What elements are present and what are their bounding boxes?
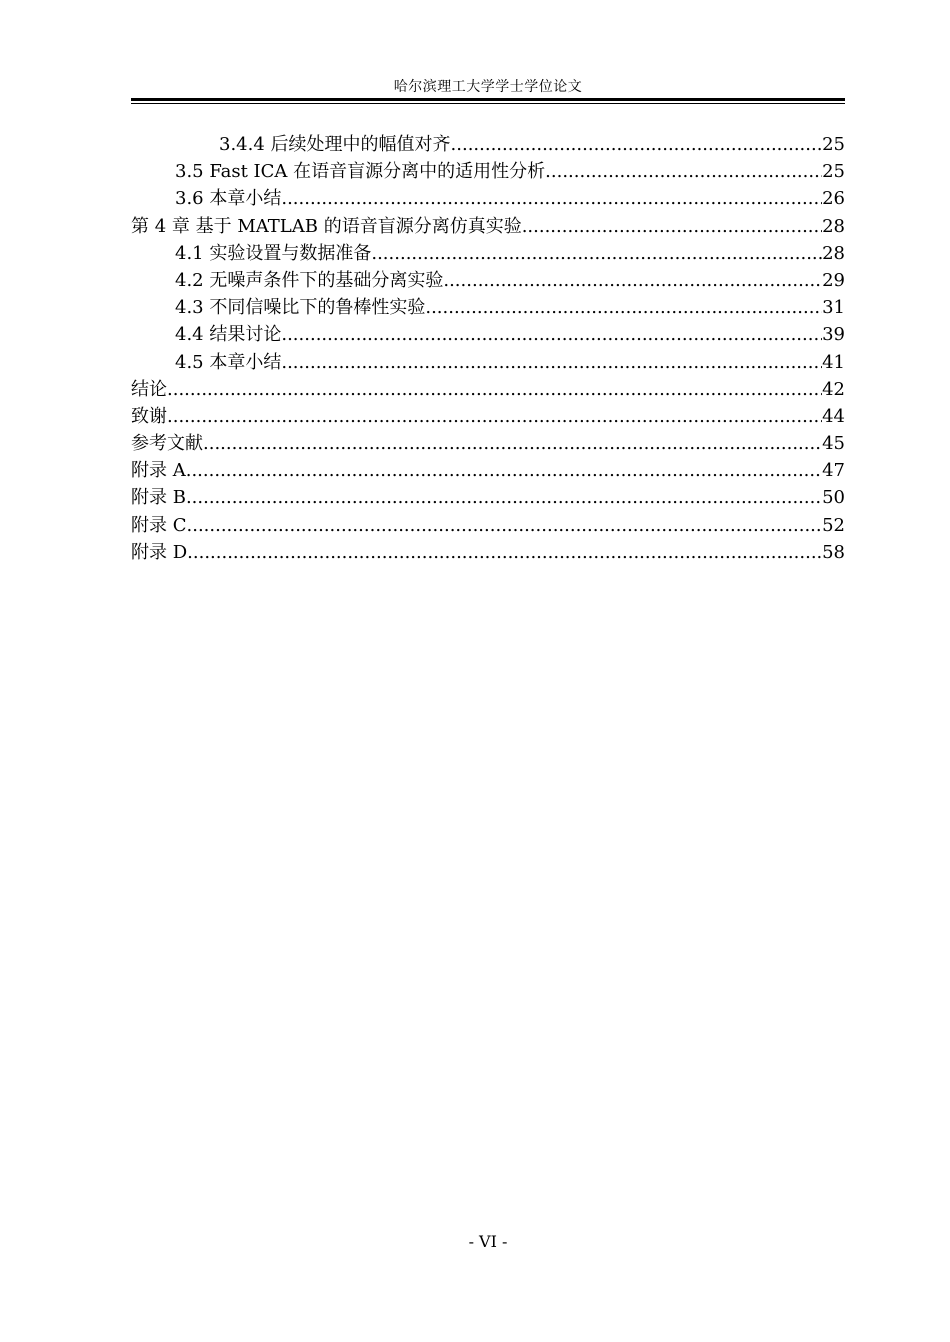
toc-dot-leader xyxy=(186,457,822,484)
toc-entry[interactable] xyxy=(131,321,845,348)
toc-entry-title: 致谢 xyxy=(131,405,167,427)
toc-entry-title: 附录 D xyxy=(131,541,188,563)
toc-entry-title: 4.2 无噪声条件下的基础分离实验 xyxy=(175,269,444,291)
toc-entry[interactable] xyxy=(131,403,845,430)
toc-entry-title: 结论 xyxy=(131,378,167,400)
toc-entry[interactable] xyxy=(131,430,845,457)
toc-entry[interactable] xyxy=(131,240,845,267)
toc-entry-title: 参考文献 xyxy=(131,433,203,455)
toc-entry-page: 42 xyxy=(822,378,845,400)
toc-entry[interactable] xyxy=(131,457,845,484)
toc-entry-page: 39 xyxy=(822,324,845,346)
toc-entry-page: 31 xyxy=(822,297,845,319)
toc-entry[interactable] xyxy=(131,294,845,321)
toc-dot-leader xyxy=(187,539,822,566)
toc-entry-page: 25 xyxy=(822,134,845,155)
toc-entry-title: 3.5 Fast ICA 在语音盲源分离中的适用性分析 xyxy=(175,161,546,183)
toc-dot-leader xyxy=(281,321,822,348)
header-rule-thin xyxy=(131,103,845,104)
page-number-footer: - VI - xyxy=(468,1232,508,1251)
toc-entry[interactable] xyxy=(131,185,845,212)
toc-dot-leader xyxy=(425,294,822,321)
toc-entry[interactable] xyxy=(131,539,845,566)
toc-entry-title: 第 4 章 基于 MATLAB 的语音盲源分离仿真实验 xyxy=(131,215,522,237)
toc-dot-leader xyxy=(167,403,822,430)
toc-entry-title: 附录 A xyxy=(131,460,186,482)
toc-dot-leader xyxy=(545,158,822,185)
toc-entry-title: 4.5 本章小结 xyxy=(175,351,282,373)
toc-entry-title: 3.6 本章小结 xyxy=(175,188,282,210)
toc-entry[interactable] xyxy=(131,158,845,185)
toc-entry[interactable] xyxy=(131,484,845,511)
toc-entry-title: 4.4 结果讨论 xyxy=(175,324,282,346)
toc-entry[interactable] xyxy=(131,512,845,539)
toc-entry[interactable] xyxy=(131,213,845,240)
toc-dot-leader xyxy=(281,349,822,376)
toc-entry-page: 47 xyxy=(822,460,845,482)
table-of-contents xyxy=(131,131,845,566)
running-header-title: 哈尔滨理工大学学士学位论文 xyxy=(393,79,583,95)
toc-entry[interactable] xyxy=(131,267,845,294)
toc-dot-leader xyxy=(203,430,822,457)
toc-entry-page: 45 xyxy=(822,433,845,455)
toc-entry-page: 41 xyxy=(822,351,845,373)
toc-entry-page: 28 xyxy=(822,242,845,264)
toc-entry-page: 25 xyxy=(822,161,845,183)
toc-entry-page: 26 xyxy=(822,188,845,210)
toc-entry[interactable] xyxy=(131,349,845,376)
toc-entry-title: 附录 C xyxy=(131,514,187,536)
header-rule-thick xyxy=(131,98,845,101)
toc-entry-title: 附录 B xyxy=(131,487,186,509)
toc-entry-page: 52 xyxy=(822,514,845,536)
toc-dot-leader xyxy=(522,213,822,240)
toc-dot-leader xyxy=(167,376,822,403)
toc-entry-page: 44 xyxy=(822,405,845,427)
toc-entry-title: 3.4.4 后续处理中的幅值对齐 xyxy=(219,134,451,155)
toc-entry[interactable] xyxy=(131,131,845,158)
toc-dot-leader xyxy=(451,131,823,158)
toc-entry-page: 58 xyxy=(822,541,845,563)
toc-dot-leader xyxy=(186,484,822,511)
toc-entry-page: 50 xyxy=(822,487,845,509)
toc-entry-page: 29 xyxy=(822,269,845,291)
toc-entry-title: 4.1 实验设置与数据准备 xyxy=(175,242,372,264)
toc-dot-leader xyxy=(443,267,822,294)
toc-dot-leader xyxy=(371,240,822,267)
toc-entry-page: 28 xyxy=(822,215,845,237)
toc-dot-leader xyxy=(281,185,822,212)
toc-dot-leader xyxy=(187,512,823,539)
toc-entry-title: 4.3 不同信噪比下的鲁棒性实验 xyxy=(175,297,426,319)
toc-entry[interactable] xyxy=(131,376,845,403)
